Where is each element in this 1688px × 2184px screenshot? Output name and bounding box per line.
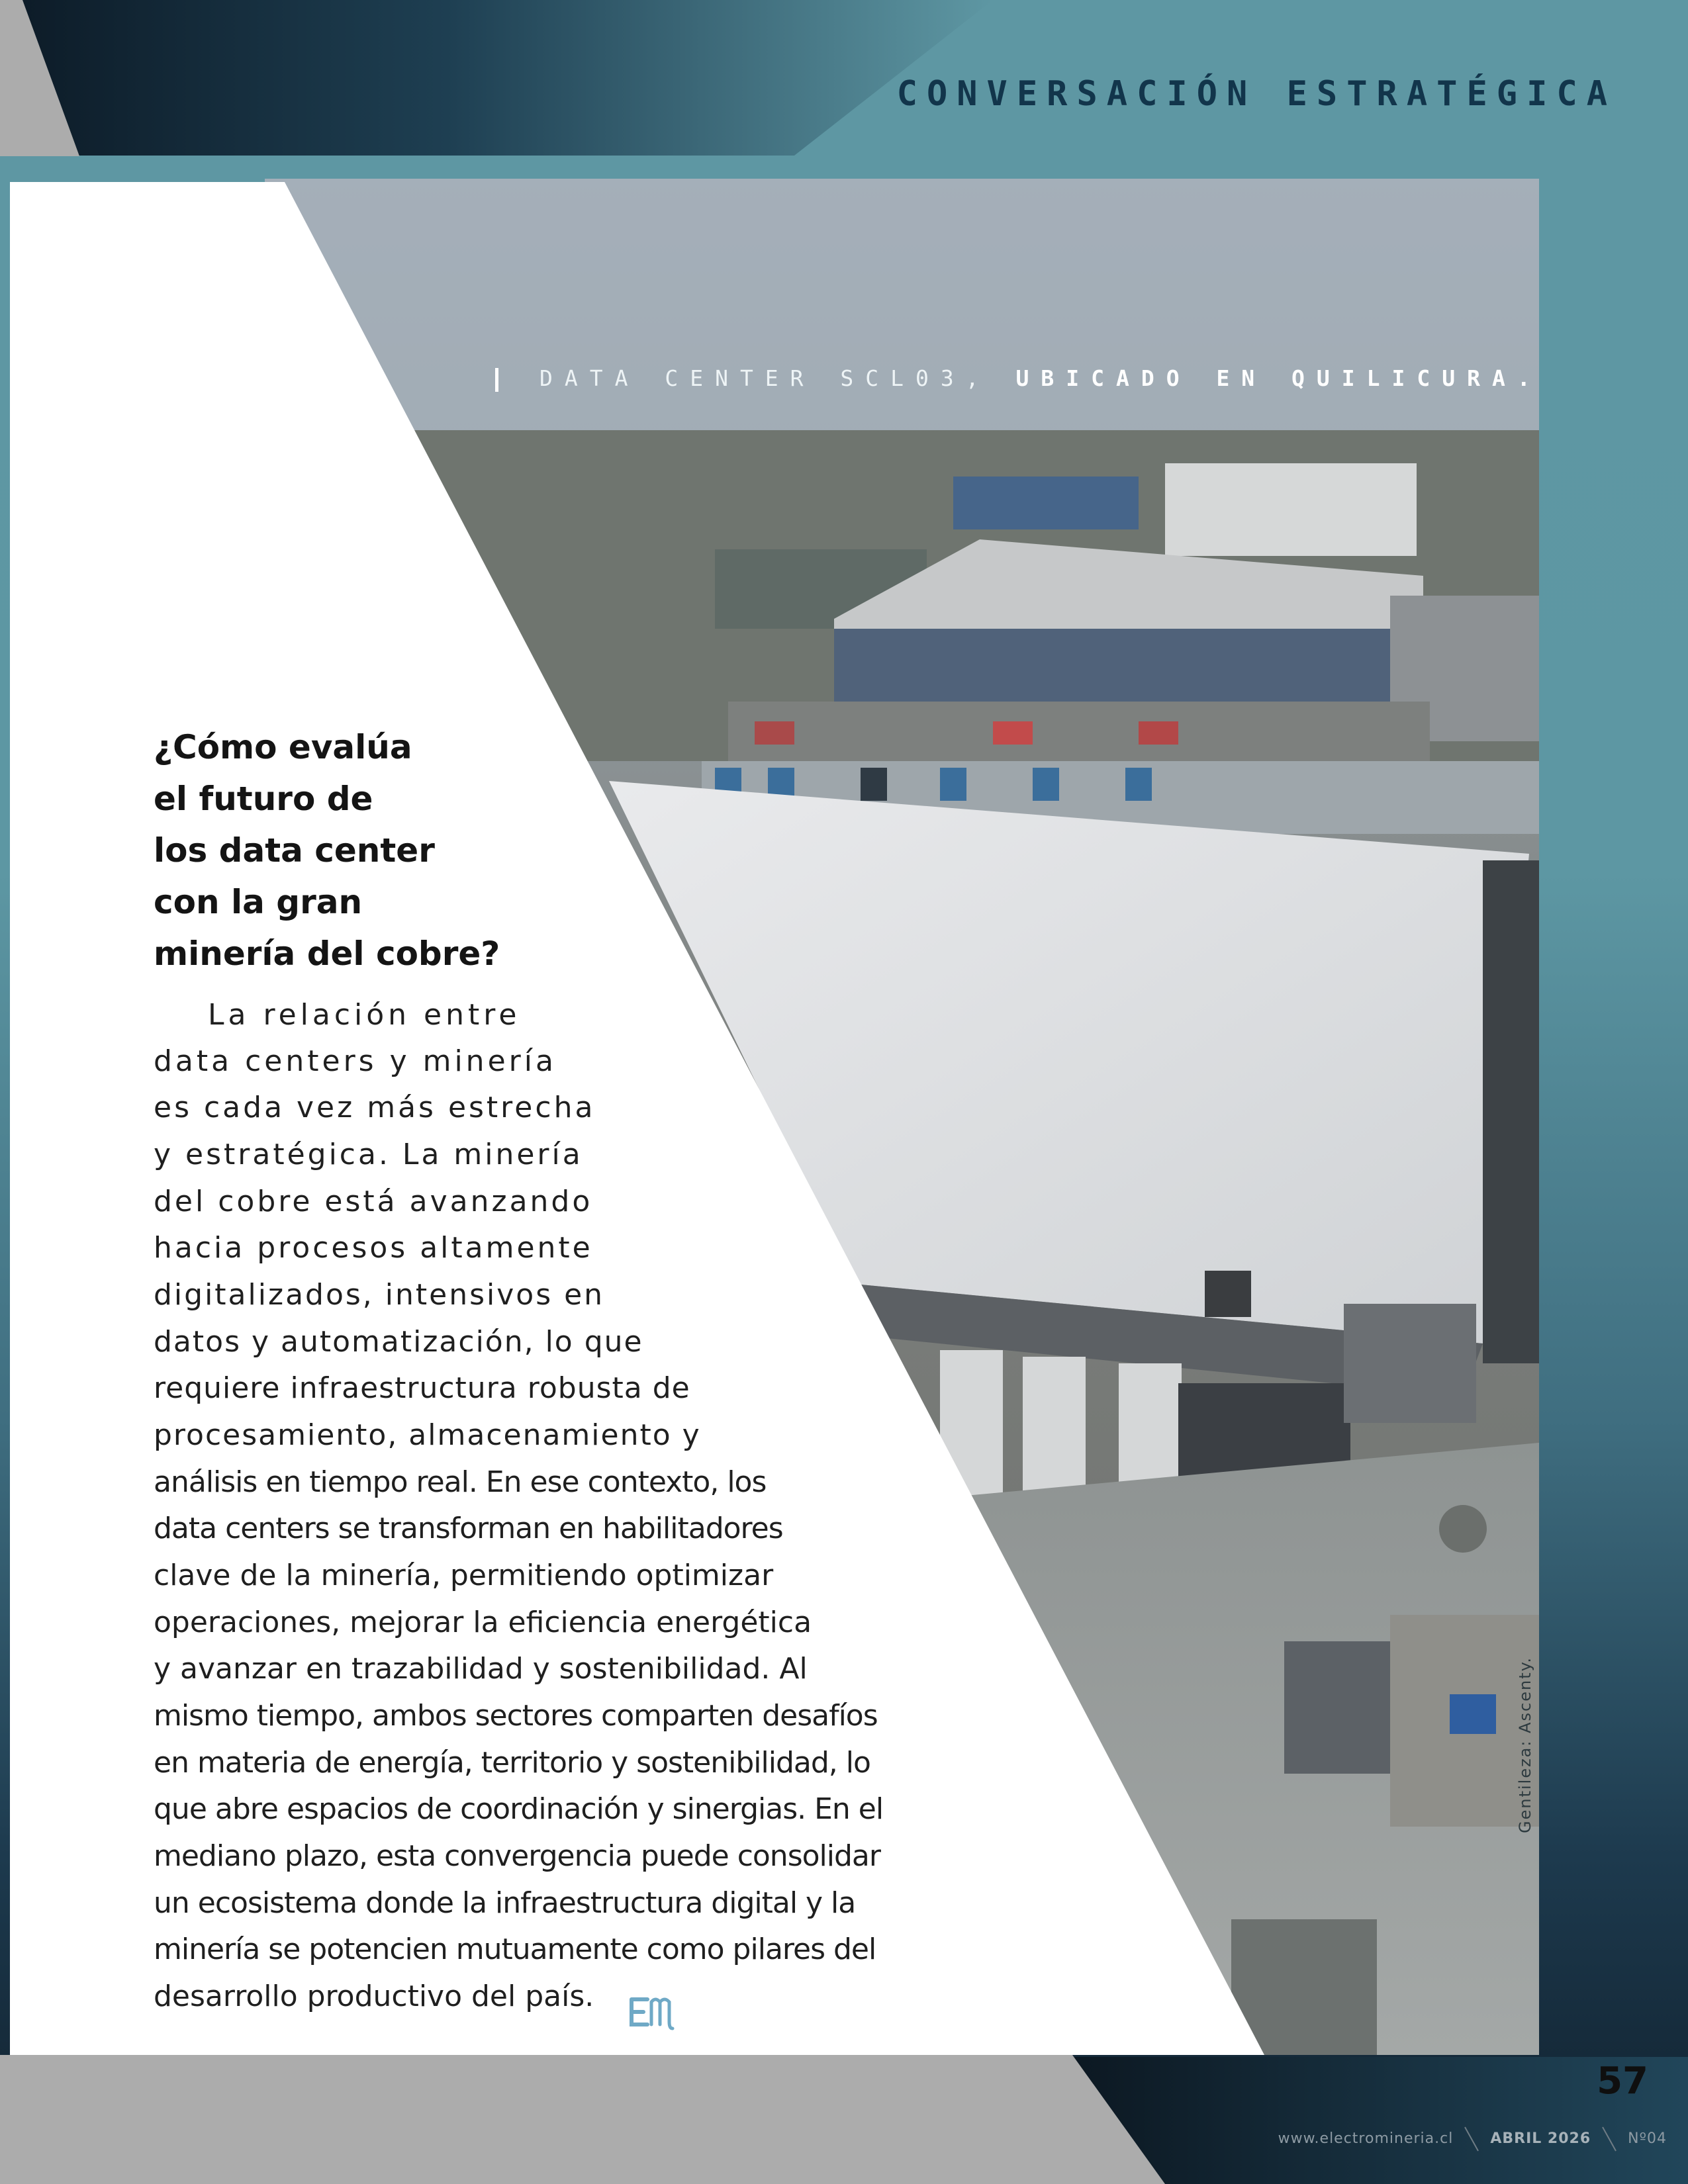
section-title: CONVERSACIÓN ESTRATÉGICA (896, 74, 1617, 114)
body-line: requiere infraestructura robusta de (154, 1371, 690, 1405)
footer (1278, 2126, 1667, 2152)
footer-month: ABRIL 2026 (1490, 2130, 1591, 2147)
caption-lead: DATA CENTER SCL03, (539, 365, 991, 391)
footer-issue: Nº04 (1628, 2130, 1667, 2147)
footer-slash-separator (1601, 2126, 1617, 2152)
body-line: análisis en tiempo real. En ese contexto, los (154, 1465, 767, 1499)
body-line: datos y automatización, lo que (154, 1325, 643, 1359)
footer-website[interactable]: www.electromineria.cl (1278, 2130, 1454, 2147)
body-line: digitalizados, intensivos en (154, 1278, 605, 1312)
em-end-mark-logo (629, 1995, 675, 2032)
body-line: mediano plazo, esta convergencia puede consolidar (154, 1839, 880, 1873)
photo-caption (495, 365, 1542, 392)
body-line: un ecosistema donde la infraestructura digital y la (154, 1886, 856, 1920)
caption-bar (495, 368, 498, 392)
footer-slash-separator (1464, 2126, 1479, 2152)
body-line: hacia procesos altamente (154, 1231, 593, 1265)
page-number: 57 (1597, 2060, 1648, 2103)
interview-question: ¿Cómo evalúa el futuro de los data center con la gran minería del cobre? (154, 728, 500, 973)
body-line: La relación entre (208, 998, 521, 1032)
caption-emphasis: UBICADO EN QUILICURA. (1015, 365, 1542, 391)
body-line: y avanzar en trazabilidad y sostenibilidad. Al (154, 1652, 808, 1686)
body-line: que abre espacios de coordinación y sinergias. En el (154, 1792, 884, 1826)
body-line: desarrollo productivo del país. (154, 1979, 594, 2013)
photo-credit (1516, 1641, 1542, 1833)
body-line: del cobre está avanzando (154, 1185, 593, 1218)
body-line: operaciones, mejorar la eficiencia energética (154, 1606, 812, 1639)
photo-credit-text: Gentileza: Ascenty. (1516, 1656, 1534, 1833)
body-line: minería se potencien mutuamente como pilares del (154, 1933, 876, 1966)
body-line: en materia de energía, territorio y sostenibilidad, lo (154, 1746, 870, 1780)
body-line: data centers se transforman en habilitadores (154, 1512, 783, 1545)
body-line: procesamiento, almacenamiento y (154, 1418, 701, 1452)
body-line: mismo tiempo, ambos sectores comparten desafíos (154, 1699, 878, 1733)
body-line: es cada vez más estrecha (154, 1091, 596, 1124)
body-line: data centers y minería (154, 1044, 557, 1078)
body-line: y estratégica. La minería (154, 1138, 583, 1171)
body-line: clave de la minería, permitiendo optimizar (154, 1559, 774, 1592)
